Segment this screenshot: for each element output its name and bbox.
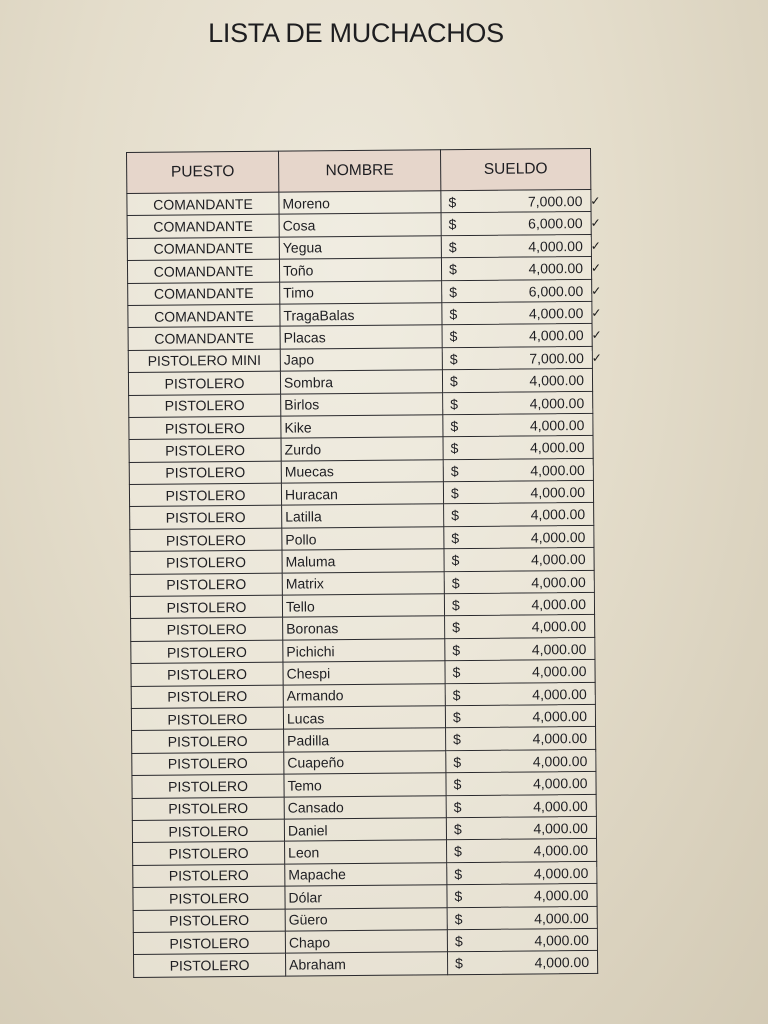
puesto-cell: COMANDANTE (128, 282, 280, 306)
currency-symbol: $ (453, 798, 462, 815)
sueldo-amount: 4,000.00 (533, 887, 589, 904)
puesto-cell: PISTOLERO (131, 685, 283, 709)
puesto-cell: PISTOLERO (129, 461, 281, 485)
nombre-cell: TragaBalas (280, 303, 442, 327)
sueldo-cell (445, 704, 595, 728)
currency-symbol: $ (450, 462, 459, 479)
nombre-cell: Birlos (281, 392, 443, 416)
nombre-cell: Mapache (285, 862, 447, 886)
puesto-cell: PISTOLERO (132, 774, 284, 798)
sueldo-amount: 4,000.00 (534, 954, 590, 971)
check-mark-icon: ✓ (590, 238, 601, 253)
sueldo-amount: 4,000.00 (529, 416, 585, 434)
sueldo-cell (444, 570, 594, 594)
sueldo-cell (443, 481, 593, 505)
nombre-cell: Pichichi (283, 639, 445, 663)
puesto-cell: PISTOLERO (134, 953, 286, 977)
currency-symbol: $ (454, 865, 463, 882)
nombre-cell: Cuapeño (284, 750, 446, 774)
puesto-cell: PISTOLERO MINI (128, 349, 280, 373)
sueldo-cell (441, 234, 601, 258)
currency-symbol: $ (454, 843, 462, 860)
sueldo-amount: 4,000.00 (533, 819, 588, 837)
puesto-cell: PISTOLERO (133, 841, 285, 865)
currency-symbol: $ (450, 395, 459, 412)
nombre-cell: Lucas (283, 706, 445, 730)
currency-symbol: $ (448, 261, 457, 278)
puesto-cell: PISTOLERO (132, 819, 284, 843)
currency-symbol: $ (453, 731, 462, 748)
sueldo-amount: 6,000.00 (528, 215, 583, 232)
nombre-cell: Pollo (282, 527, 444, 551)
header-nombre: NOMBRE (278, 150, 440, 192)
currency-symbol: $ (449, 373, 458, 390)
puesto-cell: PISTOLERO (129, 438, 281, 462)
sueldo-cell (444, 503, 594, 527)
sueldo-cell (447, 928, 597, 952)
check-mark-icon: ✓ (591, 328, 602, 343)
sueldo-amount: 4,000.00 (531, 596, 587, 613)
check-mark-icon: ✓ (591, 283, 602, 298)
sueldo-cell (445, 682, 595, 706)
sueldo-amount: 4,000.00 (533, 797, 588, 815)
sueldo-cell (446, 772, 596, 796)
currency-symbol: $ (454, 932, 463, 950)
puesto-cell: PISTOLERO (130, 506, 282, 530)
sueldo-amount: 4,000.00 (530, 484, 586, 501)
puesto-cell: PISTOLERO (129, 416, 281, 440)
puesto-cell: COMANDANTE (127, 215, 279, 239)
currency-symbol: $ (449, 306, 458, 323)
puesto-cell: COMANDANTE (128, 327, 280, 351)
sueldo-cell (446, 749, 596, 773)
currency-symbol: $ (448, 194, 457, 211)
nombre-cell: Chespi (283, 661, 445, 685)
puesto-cell: PISTOLERO (132, 730, 284, 754)
nombre-cell: Sombra (280, 370, 442, 394)
sueldo-cell (444, 592, 594, 616)
sueldo-amount: 4,000.00 (532, 707, 588, 725)
currency-symbol: $ (450, 485, 459, 502)
puesto-cell: PISTOLERO (130, 595, 282, 619)
sueldo-cell (442, 369, 592, 393)
sueldo-amount: 4,000.00 (532, 775, 588, 792)
sueldo-cell (442, 301, 602, 325)
nombre-cell: Latilla (282, 504, 444, 528)
nombre-cell: Boronas (283, 616, 445, 640)
header-row (127, 148, 591, 193)
sueldo-cell (446, 727, 596, 751)
currency-symbol: $ (453, 776, 462, 793)
table-body (127, 189, 602, 977)
sueldo-cell (445, 660, 595, 684)
sueldo-amount: 4,000.00 (528, 237, 583, 255)
puesto-cell: PISTOLERO (133, 886, 285, 910)
currency-symbol: $ (450, 440, 459, 457)
nombre-cell: Huracan (281, 482, 443, 506)
nombre-cell: Leon (285, 840, 447, 864)
sueldo-cell (443, 413, 593, 437)
currency-symbol: $ (452, 641, 461, 658)
sueldo-cell (441, 257, 602, 281)
sueldo-cell (441, 212, 601, 236)
document-title: LISTA DE MUCHACHOS (208, 18, 504, 48)
sueldo-amount: 4,000.00 (531, 573, 586, 591)
sueldo-amount: 4,000.00 (531, 618, 587, 635)
sueldo-amount: 4,000.00 (534, 909, 589, 926)
currency-symbol: $ (453, 753, 462, 770)
currency-symbol: $ (454, 910, 463, 927)
nombre-cell: Daniel (284, 818, 446, 842)
nombre-cell: Padilla (284, 728, 446, 752)
currency-symbol: $ (452, 619, 461, 636)
sueldo-cell (447, 839, 597, 863)
currency-symbol: $ (449, 350, 458, 367)
sueldo-cell (447, 884, 597, 908)
currency-symbol: $ (452, 664, 461, 681)
sueldo-amount: 4,000.00 (530, 528, 586, 546)
nombre-cell: Japo (280, 347, 442, 371)
sueldo-amount: 4,000.00 (531, 663, 587, 680)
nombre-cell: Kike (281, 415, 443, 439)
check-mark-icon: ✓ (590, 216, 601, 231)
sueldo-amount: 4,000.00 (530, 506, 586, 523)
puesto-cell: PISTOLERO (132, 752, 284, 776)
currency-symbol: $ (451, 574, 460, 591)
nombre-cell: Dólar (285, 885, 447, 909)
sueldo-amount: 4,000.00 (530, 461, 585, 479)
sueldo-cell (444, 525, 594, 549)
sueldo-cell (442, 324, 602, 348)
nombre-cell: Abraham (285, 952, 447, 976)
table-header (127, 148, 591, 193)
currency-symbol: $ (451, 529, 460, 547)
sueldo-amount: 4,000.00 (528, 304, 584, 322)
nombre-cell: Yegua (279, 236, 441, 260)
check-mark-icon: ✓ (591, 350, 602, 365)
sueldo-amount: 4,000.00 (529, 372, 585, 389)
currency-symbol: $ (452, 686, 461, 703)
sueldo-amount: 7,000.00 (529, 349, 584, 367)
check-mark-icon: ✓ (591, 305, 602, 320)
currency-symbol: $ (449, 328, 458, 345)
sueldo-amount: 4,000.00 (532, 685, 587, 703)
sueldo-amount: 7,000.00 (527, 193, 583, 210)
nombre-cell: Temo (284, 773, 446, 797)
puesto-cell: PISTOLERO (130, 573, 282, 597)
sueldo-amount: 4,000.00 (532, 730, 588, 747)
sueldo-cell (442, 279, 602, 303)
table-row (134, 951, 598, 977)
sueldo-cell (446, 794, 596, 818)
sueldo-cell (443, 391, 593, 415)
currency-symbol: $ (455, 955, 463, 972)
puesto-cell: PISTOLERO (131, 640, 283, 664)
nombre-cell: Tello (282, 594, 444, 618)
nombre-cell: Muecas (281, 459, 443, 483)
sueldo-cell (446, 816, 596, 840)
currency-symbol: $ (448, 216, 457, 233)
nombre-cell: Moreno (279, 191, 441, 215)
puesto-cell: PISTOLERO (131, 662, 283, 686)
sueldo-amount: 4,000.00 (529, 394, 585, 412)
header-puesto: PUESTO (127, 151, 279, 193)
puesto-cell: PISTOLERO (130, 550, 282, 574)
currency-symbol: $ (451, 597, 460, 614)
sueldo-amount: 6,000.00 (528, 282, 584, 300)
check-mark-icon: ✓ (590, 193, 601, 208)
puesto-cell: COMANDANTE (127, 259, 279, 283)
currency-symbol: $ (451, 507, 460, 524)
sueldo-cell (441, 189, 601, 213)
sueldo-amount: 4,000.00 (530, 439, 585, 456)
nombre-cell: Güero (285, 907, 447, 931)
currency-symbol: $ (453, 821, 462, 838)
currency-symbol: $ (450, 418, 459, 435)
puesto-cell: PISTOLERO (131, 618, 283, 642)
sueldo-cell (445, 637, 595, 661)
sueldo-cell (447, 861, 597, 885)
sueldo-amount: 4,000.00 (531, 551, 586, 568)
puesto-cell: PISTOLERO (132, 797, 284, 821)
nombre-cell: Zurdo (281, 437, 443, 461)
sueldo-cell (447, 951, 597, 975)
puesto-cell: COMANDANTE (127, 192, 279, 216)
puesto-cell: PISTOLERO (129, 394, 281, 418)
currency-symbol: $ (452, 709, 461, 726)
puesto-cell: PISTOLERO (129, 483, 281, 507)
puesto-cell: PISTOLERO (131, 707, 283, 731)
puesto-cell: COMANDANTE (128, 304, 280, 328)
puesto-cell: PISTOLERO (133, 864, 285, 888)
sueldo-cell (447, 906, 597, 930)
sueldo-cell (443, 458, 593, 482)
nombre-cell: Cansado (284, 795, 446, 819)
nombre-cell: Matrix (282, 571, 444, 595)
puesto-cell: PISTOLERO (133, 909, 285, 933)
puesto-cell: PISTOLERO (130, 528, 282, 552)
payroll-table-container (126, 148, 602, 978)
header-sueldo: SUELDO (440, 148, 590, 190)
currency-symbol: $ (449, 283, 458, 300)
currency-symbol: $ (454, 888, 463, 905)
sueldo-amount: 4,000.00 (528, 260, 584, 277)
payroll-table (126, 148, 602, 978)
check-mark-icon: ✓ (590, 261, 602, 276)
sueldo-amount: 4,000.00 (533, 864, 589, 882)
nombre-cell: Armando (283, 683, 445, 707)
sueldo-amount: 4,000.00 (532, 752, 588, 770)
puesto-cell: COMANDANTE (127, 237, 279, 261)
sueldo-cell (443, 436, 593, 460)
nombre-cell: Chapo (285, 930, 447, 954)
puesto-cell: PISTOLERO (133, 931, 285, 955)
sueldo-amount: 4,000.00 (534, 931, 589, 949)
sueldo-cell (444, 548, 594, 572)
nombre-cell: Timo (280, 280, 442, 304)
nombre-cell: Placas (280, 325, 442, 349)
sueldo-cell (442, 346, 602, 370)
nombre-cell: Toño (279, 258, 441, 282)
sueldo-cell (445, 615, 595, 639)
nombre-cell: Cosa (279, 213, 441, 237)
puesto-cell: PISTOLERO (128, 371, 280, 395)
sueldo-amount: 4,000.00 (533, 842, 589, 859)
currency-symbol: $ (451, 552, 460, 569)
nombre-cell: Maluma (282, 549, 444, 573)
sueldo-amount: 4,000.00 (531, 640, 587, 658)
sueldo-amount: 4,000.00 (529, 327, 584, 344)
currency-symbol: $ (448, 238, 457, 255)
